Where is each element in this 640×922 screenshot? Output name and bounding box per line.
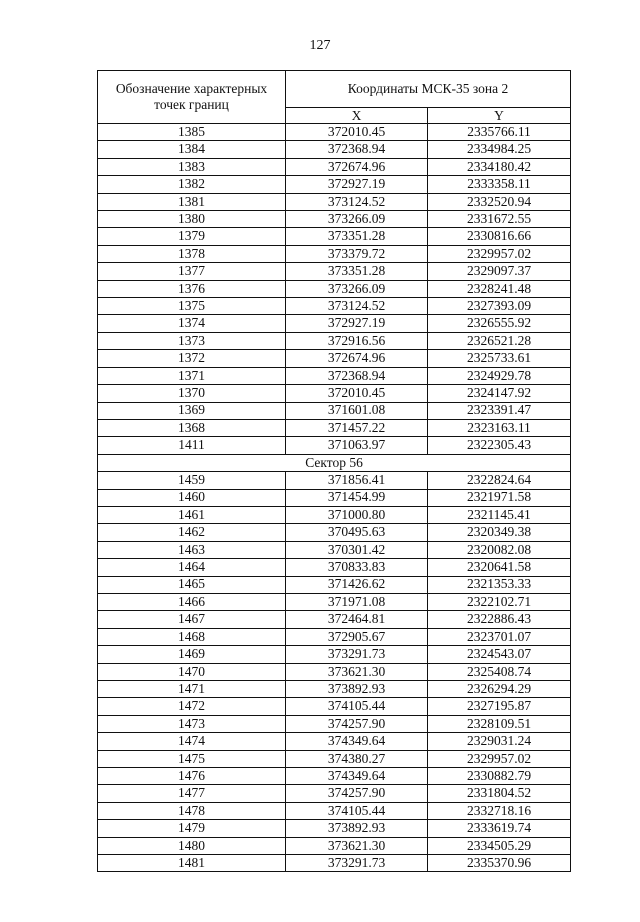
x-coordinate-cell: 370301.42	[286, 541, 428, 558]
point-id-cell: 1463	[98, 541, 286, 558]
table-row	[98, 506, 571, 523]
y-coordinate-cell: 2326521.28	[428, 332, 571, 349]
x-coordinate-cell: 371454.99	[286, 489, 428, 506]
x-coordinate-cell: 373351.28	[286, 263, 428, 280]
page-number: 127	[309, 38, 331, 53]
y-coordinate-cell: 2321145.41	[428, 506, 571, 523]
point-id-cell: 1373	[98, 332, 286, 349]
sector-row	[98, 454, 571, 471]
x-coordinate-cell: 371601.08	[286, 402, 428, 419]
x-coordinate-cell: 372674.96	[286, 158, 428, 175]
point-id-cell: 1464	[98, 559, 286, 576]
table-row	[98, 768, 571, 785]
table-row	[98, 158, 571, 175]
y-coordinate-cell: 2331672.55	[428, 211, 571, 228]
y-coordinate-cell: 2324147.92	[428, 385, 571, 402]
x-coordinate-cell: 371971.08	[286, 593, 428, 610]
table-row	[98, 715, 571, 732]
table-row	[98, 524, 571, 541]
point-id-cell: 1377	[98, 263, 286, 280]
x-coordinate-cell: 373892.93	[286, 681, 428, 698]
y-coordinate-cell: 2332718.16	[428, 802, 571, 819]
table-body	[98, 124, 571, 872]
table-row	[98, 141, 571, 158]
point-id-cell: 1478	[98, 802, 286, 819]
table-row	[98, 315, 571, 332]
y-coordinate-cell: 2334505.29	[428, 837, 571, 854]
point-id-cell: 1473	[98, 715, 286, 732]
y-coordinate-cell: 2326294.29	[428, 681, 571, 698]
table-row	[98, 646, 571, 663]
table-header	[98, 71, 571, 124]
y-coordinate-cell: 2329957.02	[428, 750, 571, 767]
y-coordinate-cell: 2330882.79	[428, 768, 571, 785]
point-id-cell: 1380	[98, 211, 286, 228]
point-id-cell: 1465	[98, 576, 286, 593]
y-coordinate-cell: 2328241.48	[428, 280, 571, 297]
point-id-cell: 1383	[98, 158, 286, 175]
y-coordinate-cell: 2335370.96	[428, 855, 571, 872]
table-row	[98, 211, 571, 228]
x-coordinate-cell: 373266.09	[286, 280, 428, 297]
table-row	[98, 663, 571, 680]
x-coordinate-cell: 371000.80	[286, 506, 428, 523]
y-coordinate-cell: 2322102.71	[428, 593, 571, 610]
y-coordinate-cell: 2333358.11	[428, 176, 571, 193]
x-coordinate-cell: 374349.64	[286, 733, 428, 750]
x-coordinate-cell: 372368.94	[286, 367, 428, 384]
table-row	[98, 820, 571, 837]
table-row	[98, 332, 571, 349]
table-row	[98, 628, 571, 645]
table-row	[98, 559, 571, 576]
x-coordinate-cell: 373351.28	[286, 228, 428, 245]
y-coordinate-cell: 2328109.51	[428, 715, 571, 732]
x-coordinate-cell: 373291.73	[286, 855, 428, 872]
table-row	[98, 367, 571, 384]
table-row	[98, 402, 571, 419]
table-row	[98, 228, 571, 245]
y-coordinate-cell: 2321971.58	[428, 489, 571, 506]
y-coordinate-cell: 2332520.94	[428, 193, 571, 210]
x-coordinate-cell: 374257.90	[286, 785, 428, 802]
y-coordinate-cell: 2326555.92	[428, 315, 571, 332]
point-id-cell: 1467	[98, 611, 286, 628]
y-coordinate-cell: 2323391.47	[428, 402, 571, 419]
point-id-cell: 1376	[98, 280, 286, 297]
point-id-cell: 1476	[98, 768, 286, 785]
x-coordinate-cell: 373621.30	[286, 837, 428, 854]
y-coordinate-cell: 2327195.87	[428, 698, 571, 715]
x-coordinate-cell: 372368.94	[286, 141, 428, 158]
table-row	[98, 176, 571, 193]
x-coordinate-cell: 374349.64	[286, 768, 428, 785]
y-coordinate-cell: 2329097.37	[428, 263, 571, 280]
y-coordinate-cell: 2322305.43	[428, 437, 571, 454]
x-coordinate-cell: 370833.83	[286, 559, 428, 576]
y-coordinate-cell: 2320082.08	[428, 541, 571, 558]
point-id-cell: 1471	[98, 681, 286, 698]
table-row	[98, 385, 571, 402]
x-column-header: X	[286, 108, 428, 124]
x-coordinate-cell: 372010.45	[286, 385, 428, 402]
x-coordinate-cell: 372010.45	[286, 124, 428, 141]
table-row	[98, 785, 571, 802]
point-id-cell: 1475	[98, 750, 286, 767]
y-coordinate-cell: 2333619.74	[428, 820, 571, 837]
point-id-cell: 1474	[98, 733, 286, 750]
point-id-cell: 1381	[98, 193, 286, 210]
point-id-cell: 1368	[98, 419, 286, 436]
x-coordinate-cell: 373892.93	[286, 820, 428, 837]
y-coordinate-cell: 2322824.64	[428, 472, 571, 489]
point-id-cell: 1479	[98, 820, 286, 837]
coordinates-group-header: Координаты МСК-35 зона 2	[286, 71, 571, 108]
x-coordinate-cell: 371063.97	[286, 437, 428, 454]
x-coordinate-cell: 371856.41	[286, 472, 428, 489]
table-row	[98, 263, 571, 280]
y-coordinate-cell: 2331804.52	[428, 785, 571, 802]
table-row	[98, 855, 571, 872]
point-id-cell: 1371	[98, 367, 286, 384]
table-row	[98, 576, 571, 593]
table-row	[98, 611, 571, 628]
y-coordinate-cell: 2334984.25	[428, 141, 571, 158]
y-coordinate-cell: 2335766.11	[428, 124, 571, 141]
sector-label: Сектор 56	[98, 454, 571, 471]
point-id-cell: 1481	[98, 855, 286, 872]
point-id-cell: 1460	[98, 489, 286, 506]
x-coordinate-cell: 373124.52	[286, 298, 428, 315]
point-id-cell: 1379	[98, 228, 286, 245]
y-coordinate-cell: 2329031.24	[428, 733, 571, 750]
y-coordinate-cell: 2322886.43	[428, 611, 571, 628]
x-coordinate-cell: 374105.44	[286, 802, 428, 819]
point-id-cell: 1466	[98, 593, 286, 610]
point-id-cell: 1480	[98, 837, 286, 854]
table-row	[98, 193, 571, 210]
point-id-cell: 1385	[98, 124, 286, 141]
points-column-header: Обозначение характерных точек границ	[98, 71, 286, 124]
x-coordinate-cell: 372905.67	[286, 628, 428, 645]
point-id-cell: 1369	[98, 402, 286, 419]
x-coordinate-cell: 372674.96	[286, 350, 428, 367]
table-row	[98, 681, 571, 698]
table-row	[98, 750, 571, 767]
point-id-cell: 1384	[98, 141, 286, 158]
x-coordinate-cell: 371426.62	[286, 576, 428, 593]
point-id-cell: 1469	[98, 646, 286, 663]
table-row	[98, 350, 571, 367]
x-coordinate-cell: 373379.72	[286, 245, 428, 262]
x-coordinate-cell: 374380.27	[286, 750, 428, 767]
y-coordinate-cell: 2323701.07	[428, 628, 571, 645]
table-row	[98, 802, 571, 819]
table-row	[98, 593, 571, 610]
y-coordinate-cell: 2329957.02	[428, 245, 571, 262]
x-coordinate-cell: 374257.90	[286, 715, 428, 732]
table-row	[98, 541, 571, 558]
table-row	[98, 698, 571, 715]
table-row	[98, 837, 571, 854]
point-id-cell: 1370	[98, 385, 286, 402]
point-id-cell: 1411	[98, 437, 286, 454]
x-coordinate-cell: 373266.09	[286, 211, 428, 228]
point-id-cell: 1382	[98, 176, 286, 193]
x-coordinate-cell: 372464.81	[286, 611, 428, 628]
x-coordinate-cell: 372927.19	[286, 315, 428, 332]
coordinates-table	[97, 70, 571, 872]
x-coordinate-cell: 371457.22	[286, 419, 428, 436]
point-id-cell: 1378	[98, 245, 286, 262]
x-coordinate-cell: 372916.56	[286, 332, 428, 349]
x-coordinate-cell: 374105.44	[286, 698, 428, 715]
point-id-cell: 1372	[98, 350, 286, 367]
y-coordinate-cell: 2324929.78	[428, 367, 571, 384]
y-coordinate-cell: 2320641.58	[428, 559, 571, 576]
y-coordinate-cell: 2330816.66	[428, 228, 571, 245]
y-coordinate-cell: 2325733.61	[428, 350, 571, 367]
y-coordinate-cell: 2325408.74	[428, 663, 571, 680]
table-row	[98, 280, 571, 297]
x-coordinate-cell: 373124.52	[286, 193, 428, 210]
point-id-cell: 1374	[98, 315, 286, 332]
table-row	[98, 245, 571, 262]
y-column-header: Y	[428, 108, 571, 124]
y-coordinate-cell: 2323163.11	[428, 419, 571, 436]
point-id-cell: 1461	[98, 506, 286, 523]
point-id-cell: 1470	[98, 663, 286, 680]
x-coordinate-cell: 370495.63	[286, 524, 428, 541]
table-row	[98, 437, 571, 454]
point-id-cell: 1477	[98, 785, 286, 802]
y-coordinate-cell: 2321353.33	[428, 576, 571, 593]
table-row	[98, 419, 571, 436]
table-row	[98, 733, 571, 750]
point-id-cell: 1462	[98, 524, 286, 541]
x-coordinate-cell: 373291.73	[286, 646, 428, 663]
point-id-cell: 1459	[98, 472, 286, 489]
point-id-cell: 1468	[98, 628, 286, 645]
table-row	[98, 489, 571, 506]
y-coordinate-cell: 2334180.42	[428, 158, 571, 175]
point-id-cell: 1472	[98, 698, 286, 715]
table-row	[98, 298, 571, 315]
y-coordinate-cell: 2327393.09	[428, 298, 571, 315]
y-coordinate-cell: 2320349.38	[428, 524, 571, 541]
point-id-cell: 1375	[98, 298, 286, 315]
table-row	[98, 124, 571, 141]
y-coordinate-cell: 2324543.07	[428, 646, 571, 663]
x-coordinate-cell: 372927.19	[286, 176, 428, 193]
x-coordinate-cell: 373621.30	[286, 663, 428, 680]
table-row	[98, 472, 571, 489]
